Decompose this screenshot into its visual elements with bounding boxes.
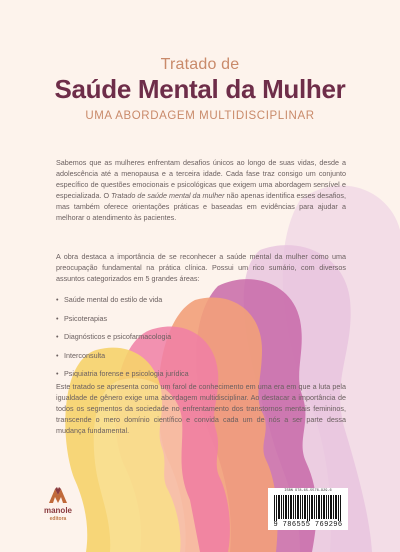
synopsis-paragraph-1-end: não apenas identifica esses desafios, mas também oferece orientações práticas e baseadas em evidências para ajudar a melhorar o atendimento às pacientes.	[56, 191, 347, 222]
barcode-number: 9 786555 769296	[273, 521, 343, 529]
content-areas-list	[56, 294, 189, 387]
pretitle: Tratado de	[160, 56, 240, 73]
isbn-barcode	[268, 488, 348, 530]
barcode-bars	[274, 495, 342, 521]
bullet-icon: •	[56, 369, 59, 378]
publisher-sub: editora	[49, 516, 67, 522]
book-subtitle: UMA ABORDAGEM MULTIDISCIPLINAR	[85, 110, 315, 122]
book-title-italic: Tratado de saúde mental da mulher	[111, 191, 225, 200]
synopsis-paragraph-3: Este tratado se apresenta como um farol de conhecimento em uma era em que a luta pela igualdade de gênero exige uma abordagem multidisciplinar. Ao destacar a importância de todos os segmentos da sociedade no enfrentamento dos transtornos mentais femininos, transcende o mero domínio científico e convida cada um de nós a ser parte dessa mudança fundamental.	[56, 382, 346, 435]
list-item-label: Saúde mental do estilo de vida	[64, 295, 163, 304]
bullet-icon: •	[56, 350, 59, 360]
list-item-label: Psicoterapias	[64, 313, 108, 323]
bullet-icon: •	[56, 295, 59, 304]
bullet-icon: •	[56, 313, 59, 323]
manole-logo-icon	[47, 485, 69, 505]
list-item	[56, 294, 189, 313]
synopsis-paragraph-1-start: Sabemos que as mulheres enfrentam desafios únicos ao longo de suas vidas, desde a adolescência até a menopausa e a terceira idade. Cada fase traz consigo um conjunto específico de questões emocionais e psicológicas que exigem uma abordagem sensível e especializada. O	[56, 158, 346, 200]
list-item-label: Diagnósticos e psicofarmacologia	[64, 332, 172, 341]
synopsis-paragraph-1	[56, 157, 346, 223]
book-title: Saúde Mental da Mulher	[54, 74, 346, 104]
bullet-icon: •	[56, 332, 59, 341]
publisher-logo	[38, 485, 78, 533]
synopsis-paragraph-2: A obra destaca a importância de se reconhecer a saúde mental da mulher como uma preocupação fundamental na prática clínica. Possui um rico sumário, com diversos assuntos categorizados em 5 grandes áreas:	[56, 252, 346, 283]
list-item	[56, 313, 189, 332]
list-item-label: Psiquiatria forense e psicologia jurídica	[64, 369, 189, 378]
publisher-name: manole	[43, 506, 72, 515]
list-item-label: Interconsulta	[64, 350, 106, 360]
isbn-label: ISBN 978-65-5576-929-6	[284, 489, 332, 493]
list-item	[56, 350, 189, 369]
list-item	[56, 331, 189, 350]
